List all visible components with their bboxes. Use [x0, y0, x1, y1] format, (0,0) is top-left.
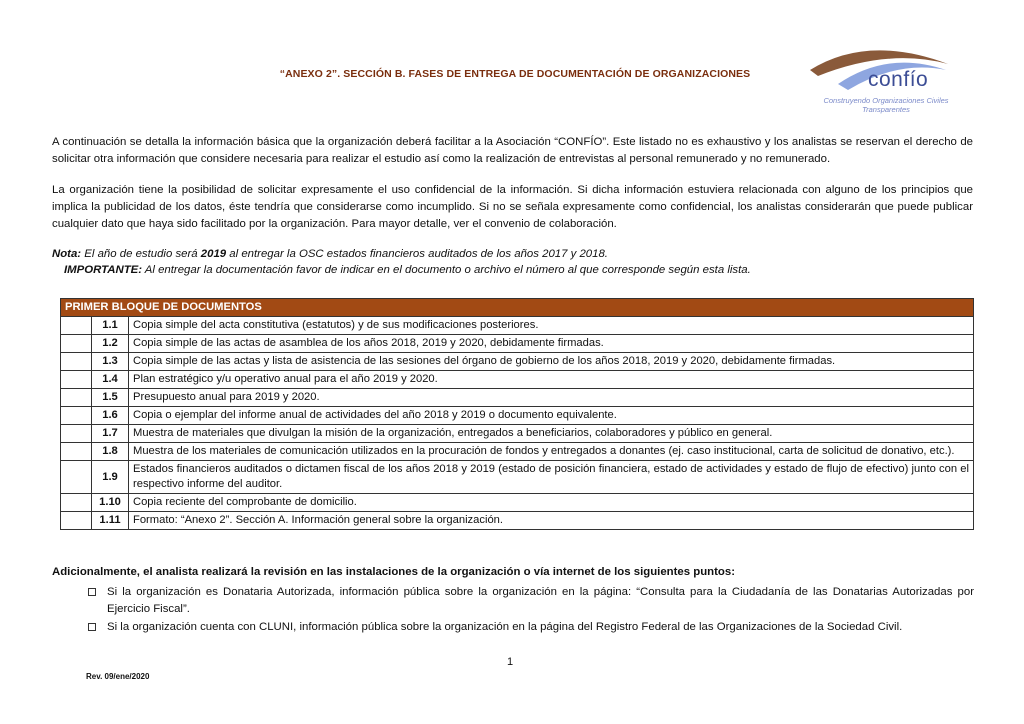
note-label: Nota: — [52, 248, 82, 260]
check-cell — [61, 371, 92, 389]
logo-wordmark: confío — [868, 68, 929, 91]
row-text: Copia simple del acta constitutiva (estatutos) y de sus modificaciones posteriores. — [129, 317, 974, 335]
row-number: 1.2 — [92, 335, 129, 353]
row-text: Copia reciente del comprobante de domicilio. — [129, 494, 974, 512]
row-number: 1.11 — [92, 512, 129, 530]
check-cell — [61, 407, 92, 425]
row-text: Copia o ejemplar del informe anual de actividades del año 2018 y 2019 o documento equivalente. — [129, 407, 974, 425]
row-text: Presupuesto anual para 2019 y 2020. — [129, 389, 974, 407]
check-cell — [61, 353, 92, 371]
document-title: “ANEXO 2”. SECCIÓN B. FASES DE ENTREGA DE DOCUMENTACIÓN DE ORGANIZACIONES — [279, 68, 751, 80]
table-row — [61, 407, 974, 425]
important-note — [64, 264, 751, 276]
row-number: 1.1 — [92, 317, 129, 335]
checkbox-bullet-icon — [88, 623, 96, 631]
row-number: 1.9 — [92, 461, 129, 494]
intro-paragraph-2: La organización tiene la posibilidad de solicitar expresamente el uso confidencial de la información. Si dicha información estuviera relacionada con alguno de los principios que implica la publicidad de los datos, éste tendría que considerarse como incumplido. Si no se señala expresamente como confidencial, los analistas considerarán que puede publicar cualquier dato que haya sido facilitado por la organización. Para mayor detalle, ver el convenio de colaboración. — [52, 184, 973, 230]
table-row — [61, 335, 974, 353]
row-number: 1.7 — [92, 425, 129, 443]
table-row — [61, 317, 974, 335]
list-item — [88, 584, 974, 618]
row-number: 1.4 — [92, 371, 129, 389]
note-text-b: al entregar la OSC estados financieros auditados de los años 2017 y 2018. — [226, 248, 608, 260]
table-header: PRIMER BLOQUE DE DOCUMENTOS — [61, 299, 974, 317]
table-row — [61, 443, 974, 461]
check-cell — [61, 425, 92, 443]
row-text: Copia simple de las actas y lista de asistencia de las sesiones del órgano de gobierno de los años 2018, 2019 y 2020, debidamente firmadas. — [129, 353, 974, 371]
page-number: 1 — [507, 656, 514, 668]
row-text: Muestra de los materiales de comunicación utilizados en la procuración de fondos y entregados a donantes (ej. caso institucional, carta de solicitud de donativo, etc.). — [129, 443, 974, 461]
row-number: 1.3 — [92, 353, 129, 371]
row-text: Formato: “Anexo 2”. Sección A. Información general sobre la organización. — [129, 512, 974, 530]
check-cell — [61, 335, 92, 353]
additional-heading: Adicionalmente, el analista realizará la revisión en las instalaciones de la organización o vía internet de los siguientes puntos: — [52, 566, 736, 578]
table-row — [61, 494, 974, 512]
documents-table — [60, 298, 974, 530]
list-item-text: Si la organización cuenta con CLUNI, información pública sobre la organización en la página del Registro Federal de las Organizaciones de la Sociedad Civil. — [107, 621, 903, 633]
important-text: Al entregar la documentación favor de indicar en el documento o archivo el número al que corresponde según esta lista. — [142, 264, 751, 276]
checkbox-bullet-icon — [88, 588, 96, 596]
check-cell — [61, 461, 92, 494]
table-header-row — [61, 299, 974, 317]
check-cell — [61, 443, 92, 461]
logo-tagline: Construyendo Organizaciones Civiles Transparentes — [823, 96, 949, 114]
row-text: Copia simple de las actas de asamblea de los años 2018, 2019 y 2020, debidamente firmadas. — [129, 335, 974, 353]
check-cell — [61, 389, 92, 407]
row-text: Plan estratégico y/u operativo anual para el año 2019 y 2020. — [129, 371, 974, 389]
check-cell — [61, 494, 92, 512]
list-item — [88, 619, 974, 636]
intro-paragraph-1: A continuación se detalla la información básica que la organización deberá facilitar a la Asociación “CONFÍO”. Este listado no es exhaustivo y los analistas se reservan el derecho de solicitar otra información que considere necesaria para realizar el estudio así como la realización de entrevistas al personal remunerado y no remunerado. — [52, 136, 973, 165]
list-item-text: Si la organización es Donataria Autorizada, información pública sobre la organización en la página: “Consulta para la Ciudadanía de las Donatarias Autorizadas por Ejercicio Fiscal”. — [107, 586, 974, 615]
row-number: 1.5 — [92, 389, 129, 407]
table-row — [61, 353, 974, 371]
table-row — [61, 389, 974, 407]
note-text-a: El año de estudio será — [81, 248, 201, 260]
check-cell — [61, 512, 92, 530]
note-year: 2019 — [200, 248, 227, 260]
table-row — [61, 371, 974, 389]
row-number: 1.8 — [92, 443, 129, 461]
table-row — [61, 512, 974, 530]
row-text: Muestra de materiales que divulgan la misión de la organización, entregados a beneficiarios, colaboradores y público en general. — [129, 425, 974, 443]
table-row — [61, 425, 974, 443]
table-row — [61, 461, 974, 494]
row-text: Estados financieros auditados o dictamen fiscal de los años 2018 y 2019 (estado de posición financiera, estado de actividades y estado de flujo de efectivo) junto con el respectivo informe del auditor. — [129, 461, 974, 494]
row-number: 1.10 — [92, 494, 129, 512]
study-year-note — [52, 248, 608, 260]
important-label: IMPORTANTE: — [64, 264, 143, 276]
row-number: 1.6 — [92, 407, 129, 425]
check-cell — [61, 317, 92, 335]
revision-date: Rev. 09/ene/2020 — [86, 672, 150, 681]
additional-list — [88, 584, 974, 637]
